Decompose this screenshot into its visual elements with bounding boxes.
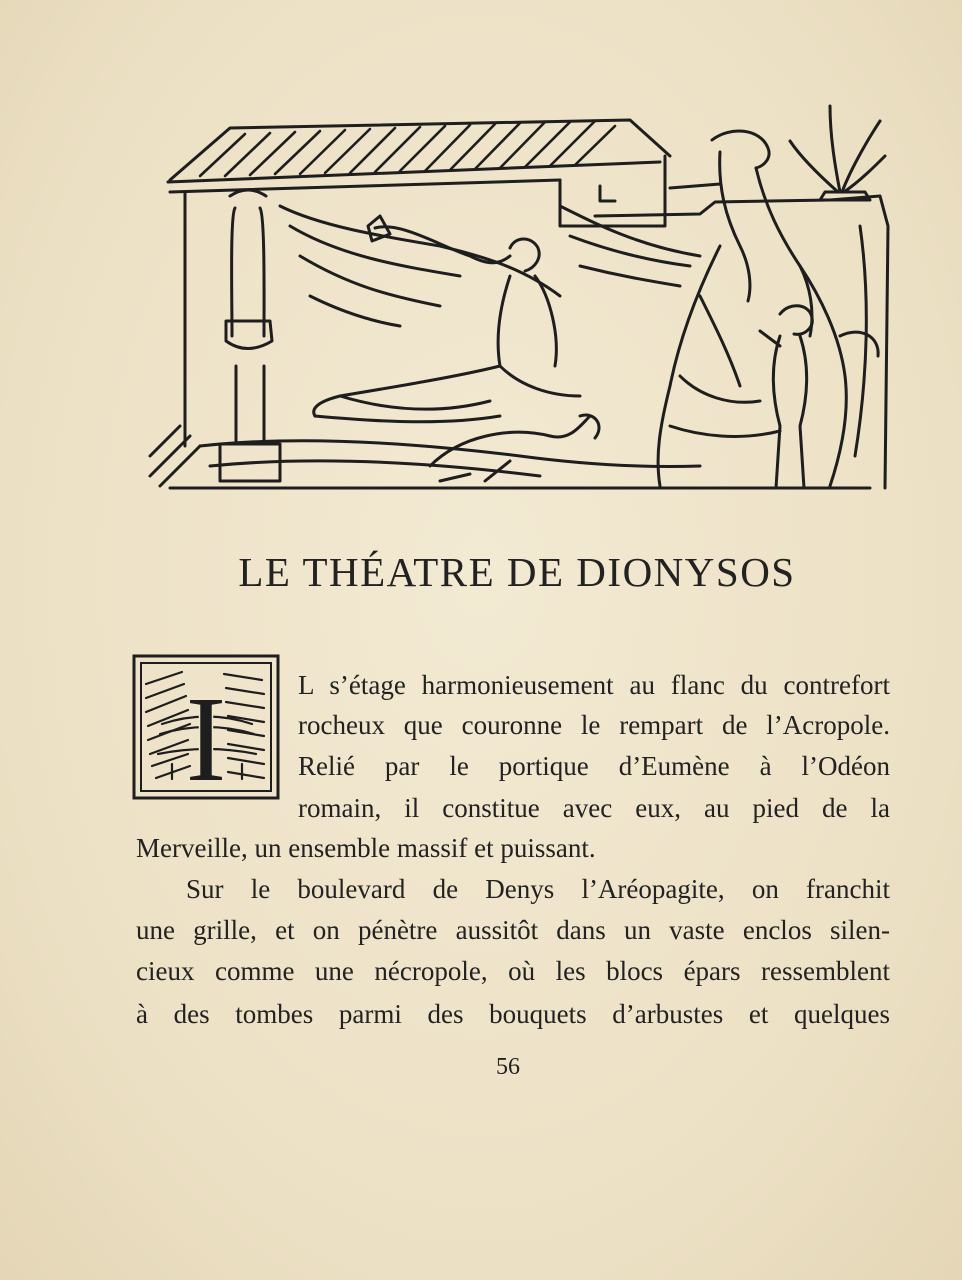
svg-text:I: I: [185, 672, 227, 800]
paragraph-line: cieux comme une nécropole, où les blocs épars ressemblent: [136, 956, 890, 986]
paragraph-line: L s’étage harmonieusement au flanc du contrefort: [298, 670, 890, 700]
ornamental-initial-icon: [132, 654, 280, 800]
paragraph-line: Merveille, un ensemble massif et puissant.: [136, 833, 596, 863]
woodcut-illustration-icon: [140, 96, 892, 494]
chapter-title: LE THÉATRE DE DIONYSOS: [238, 549, 796, 595]
paragraph-line: à des tombes parmi des bouquets d’arbustes et quelques: [136, 999, 890, 1029]
page-number: 56: [496, 1054, 520, 1080]
paragraph-line: une grille, et on pénètre aussitôt dans un vaste enclos silen-: [136, 915, 890, 945]
paragraph-line: romain, il constitue avec eux, au pied de la: [298, 793, 890, 823]
paragraph-line: Relié par le portique d’Eumène à l’Odéon: [298, 751, 890, 781]
paragraph-line: rocheux que couronne le rempart de l’Acropole.: [298, 710, 890, 740]
paragraph-line: Sur le boulevard de Denys l’Aréopagite, on franchit: [186, 874, 890, 904]
